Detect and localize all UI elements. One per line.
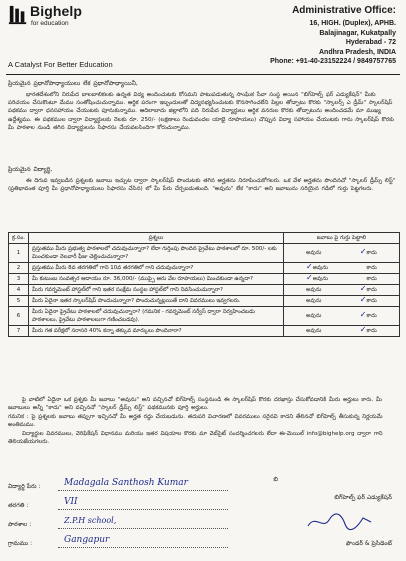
answer-no-label: కాదు — [366, 328, 377, 334]
class-field — [8, 502, 58, 510]
bighelp-logo — [8, 5, 32, 25]
answer-cell[interactable] — [283, 263, 399, 274]
answer-yes-label: అవును — [306, 287, 322, 293]
question-number: 6 — [9, 307, 29, 326]
answer-no-option[interactable] — [360, 312, 377, 320]
header-questions: ప్రశ్నలు — [29, 233, 284, 244]
name-underline — [58, 490, 228, 491]
school-underline — [58, 528, 228, 529]
answer-yes-option[interactable] — [306, 249, 321, 257]
answer-no-label: కాదు — [366, 287, 377, 293]
question-text: మీ కుటుంబ సంవత్సర ఆదాయం రూ. 36,000/- (ముప్పై ఆరు వేల రూపాయలు) మించకుండా ఉన్నదా? — [29, 274, 284, 285]
answer-yes-option[interactable] — [306, 264, 328, 272]
question-number: 1 — [9, 244, 29, 263]
question-row — [9, 307, 400, 326]
answer-no-label: కాదు — [366, 313, 377, 319]
question-number: 2 — [9, 263, 29, 274]
answer-yes-label: అవును — [306, 298, 322, 304]
answer-yes-option[interactable] — [306, 275, 328, 283]
question-text: మీరు గత పరీక్షలో సరాసరి 40% కన్నా తక్కువ మార్కులు పొందినారా? — [29, 326, 284, 337]
village-value: Gangapur — [64, 535, 110, 545]
table-header-row — [9, 233, 400, 244]
answer-no-option[interactable] — [360, 249, 377, 257]
class-label: తరగతి : — [8, 502, 29, 509]
question-row — [9, 244, 400, 263]
brand-subtitle: for education — [31, 20, 69, 27]
school-value: Z.P.H school, — [64, 516, 117, 525]
answer-yes-option[interactable] — [306, 312, 321, 320]
question-row — [9, 326, 400, 337]
intro-paragraph: భారతదేశంలోని నిరుపేద బాలబాలికలకు ఉన్నత విద్య అందించుటకు కోసమని పాటుపడుతున్న సాంఘిక సేవా సంస్థ అయిన "బిగ్‌హెల్ప్ ఫర్ ఎడ్యుకేషన్" మీకు పరిచయం చేసుకొంటూ మేము సంతోషించుచున్నాము. ఆర్థిక పరంగా ఇబ్బందులతో విద్యనభ్యసించుటకు కొనసాగించలేని పిల్లల తోడ్పాటు కొరకు "స్కాలర్స్ ఎ డ్రీమ్" స్కాలర్‌షిప్ పథకము ద్వారా ధనసహాయం చేయుటకు పూనుకున్నాము. ఆదిలాబాదు జిల్లాలోని పది నిరుపేద విద్యార్థులు ఆర్థిక వనరుల కొరకు తోడ్పాటును అందించడమే మా ముఖ్య ఉద్దేశ్యము. ఈ పథకముల ద్వారా విద్యార్థులకు నెలకు రూ. 250/- (లక్షణాలు రెండువందల యాభై రూపాయలు) చొప్పున విద్యా సహాయం చేయుటకు గాను స్కాలర్‌షిప్ కొరకు మీ పాఠశాల నుండి తగిన విద్యార్థులను సిఫారసు చేయవలసిందిగా కోరుచున్నాము. — [8, 92, 394, 131]
instructions-paragraph: ఈ దిగువ ఇవ్వబడిన ప్రశ్నలకు జవాబు ఇచ్చుట ద్వారా స్కాలర్‌షిప్ పొందుటకు తగిన అర్హతను నిరూపించుకోగలరు. ఒక వేళ అర్హతను పొందినచో "స్కాలర్ డ్రీమ్స్ లిస్ట్" (ప్రతిభావంత పూర్తి మీ ప్రధానోపాధ్యాయులు సిఫారసు చేసిన) లో మీ పేరు చేర్చబడుతుంది. "అవును" లేక "కాదు" అని జవాబును సరియైన గడిలో గుర్తు పెట్టగలరు. — [8, 178, 396, 193]
signature-scribble-icon — [305, 510, 375, 532]
question-number: 3 — [9, 274, 29, 285]
village-underline — [58, 547, 228, 548]
class-value: VII — [64, 497, 78, 507]
answer-cell[interactable] — [283, 307, 399, 326]
check-mark-icon: ✓ — [306, 262, 313, 271]
question-text: ప్రస్తుతము మీరు ప్రభుత్వ పాఠశాలలో చదువుచున్నారా? లేదా గుర్తింపు పొందిన ప్రైవేటు పాఠశాలలో రూ. 500/- లకు మించకుండా నెలవారీ ఫీజు చెల్లించుచున్నారా? — [29, 244, 284, 263]
answer-yes-label: అవును — [306, 313, 322, 319]
answer-yes-label: అవును — [312, 265, 329, 271]
answer-no-option[interactable] — [366, 264, 376, 272]
office-address — [270, 5, 396, 67]
question-row — [9, 296, 400, 307]
office-title: Administrative Office: — [292, 5, 396, 16]
answer-cell[interactable] — [283, 326, 399, 337]
check-mark-icon: ✓ — [306, 273, 313, 282]
address-line: Hyderabad - 72 — [345, 39, 396, 46]
answer-yes-label: అవును — [312, 276, 329, 282]
school-label: పాఠశాల : — [8, 521, 32, 528]
answer-no-label: కాదు — [366, 298, 377, 304]
signatory-founder: ఫౌండర్ & ప్రెసిడెంట్ — [345, 540, 392, 547]
question-text: ప్రస్తుతము మీరు 8వ తరగతిలో గాని 10వ తరగతిలో గాని చదువుచున్నారా? — [29, 263, 284, 274]
answer-yes-option[interactable] — [306, 327, 321, 335]
check-mark-icon: ✓ — [359, 325, 367, 334]
answer-cell[interactable] — [283, 296, 399, 307]
answer-no-option[interactable] — [360, 327, 377, 335]
question-text: మీరు గవర్నమెంట్ హాస్టల్‌లో గాని ఇతర సంక్షేమ సంస్థల హాస్టల్‌లో గాని నివసించుచున్నారా? — [29, 285, 284, 296]
closing-paragraph: పై వాటిలో ఏదైనా ఒక ప్రశ్నకు మీ జవాబు "అవును" అని వచ్చినచో బిగ్‌హెల్ప్ సంస్థనుండి ఈ స్కాలర్‌షిప్ కొరకు దరఖాస్తు చేసుకోవడానికి మీరు అర్హులు కారు. మీ జవాబులు అన్నీ "కాదు" అని వచ్చినచో "స్కాలర్ డ్రీమ్స్ లిస్ట్" పథకమునకు పూర్తి అర్హులు. — [8, 397, 382, 412]
student-name-field — [8, 483, 58, 491]
answer-yes-label: అవును — [306, 328, 322, 334]
student-name-label: విద్యార్థి పేరు : — [8, 483, 41, 490]
class-underline — [58, 509, 228, 510]
check-mark-icon: ✓ — [359, 295, 367, 304]
salutation-student: ప్రియమైన విద్యార్థి, — [8, 166, 53, 173]
question-text: మీరు ఏదైనా ఇతర స్కాలర్‌షిప్ పొందుచున్నారా? పొందుచున్నట్లయితే దాని వివరములు ఇవ్వగలరు. — [29, 296, 284, 307]
question-number: 7 — [9, 326, 29, 337]
salutation-headmaster: ప్రియమైన ప్రధానోపాధ్యాయులు లేక ప్రధానోపాధ్యాయినీ, — [8, 80, 138, 87]
table-body — [9, 244, 400, 337]
village-field — [8, 540, 58, 548]
check-mark-icon: ✓ — [359, 310, 367, 319]
address-line: Andhra Pradesh, INDIA — [318, 48, 396, 56]
signatory-1-prefix: బి — [273, 476, 278, 483]
header-divider — [6, 74, 400, 75]
contact-paragraph: విద్యార్థుల వివరములు, వెరిఫికేషన్ విధానము మరియు ఇతర విషయాల కొరకు మా వెబ్‌సైట్ సందర్శించగలరు లేదా ఈ-మెయిల్ info@bighelp.org ద్వారా గాని తెలియజేయగలరు. — [8, 431, 383, 446]
answer-yes-label: అవును — [306, 250, 322, 256]
tagline: A Catalyst For Better Education — [8, 60, 113, 69]
answer-no-option[interactable] — [360, 297, 377, 305]
question-row — [9, 263, 400, 274]
note-paragraph: గమనిక : పై ప్రశ్నలకు జవాబు తప్పుగా ఇచ్చినచో మీ అర్హత రద్దు చేయబడును. తదుపరి విచారణలో వివరములు సరైనవి కాదని తేలినచో బిగ్‌హెల్ప్ తీసుకున్న నిర్ణయమే అంతిమము. — [8, 414, 383, 429]
school-field — [8, 521, 58, 529]
student-name-value: Madagala Santhosh Kumar — [64, 478, 188, 488]
answer-yes-option[interactable] — [306, 297, 321, 305]
eligibility-table — [8, 232, 400, 337]
village-label: గ్రామము : — [8, 540, 33, 547]
signatory-organisation: బిగ్‌హెల్ప్ ఫర్ ఎడ్యుకేషన్ — [334, 494, 392, 501]
question-row — [9, 274, 400, 285]
answer-cell[interactable] — [283, 274, 399, 285]
phone-line: Phone: +91-40-23152224 / 9849757765 — [270, 58, 396, 65]
header-answer: జవాబు పై గుర్తు పెట్టాలి — [283, 233, 399, 244]
answer-cell[interactable] — [283, 285, 399, 296]
check-mark-icon: ✓ — [359, 284, 367, 293]
answer-no-label: కాదు — [366, 265, 377, 271]
address-line: 16, HIGH. (Duplex), APHB. — [309, 20, 396, 27]
answer-no-option[interactable] — [360, 286, 377, 294]
question-text: మీరు ఏదైనా ప్రైవేటు పాఠశాలలో చదువుచున్నారా? (గమనిక - గవర్నమెంట్ సర్వీస్ ద్వారా నిర్వహించబడు పాఠశాలలు, ప్రైవేటు పాఠశాలలుగా గణించబడవు). — [29, 307, 284, 326]
book-logo-icon — [8, 5, 28, 25]
address-line: Balajinagar, Kukatpally — [319, 29, 396, 37]
question-number: 4 — [9, 285, 29, 296]
answer-no-label: కాదు — [366, 250, 377, 256]
answer-cell[interactable] — [283, 244, 399, 263]
question-row — [9, 285, 400, 296]
check-mark-icon: ✓ — [359, 247, 367, 256]
answer-no-label: కాదు — [366, 276, 377, 282]
question-number: 5 — [9, 296, 29, 307]
brand-name: Bighelp — [30, 3, 83, 19]
answer-yes-option[interactable] — [306, 286, 321, 294]
header-serial: క్ర.సం. — [9, 233, 29, 244]
answer-no-option[interactable] — [366, 275, 376, 283]
